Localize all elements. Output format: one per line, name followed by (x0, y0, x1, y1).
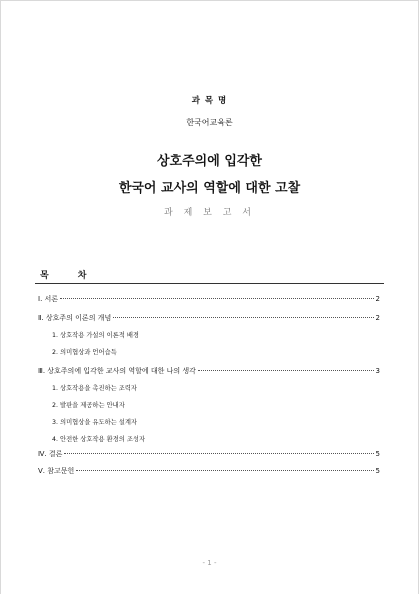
toc-entry-references (38, 466, 380, 476)
toc-leader-dots (60, 298, 373, 299)
toc-subentry (52, 330, 202, 339)
toc-entry-label: Ⅰ. 서론 (38, 295, 59, 303)
toc-leader-dots (64, 453, 373, 454)
toc-entry-page: 3 (375, 367, 380, 375)
toc-entry-label: Ⅳ. 결론 (38, 450, 63, 458)
toc-heading-part2: 차 (77, 271, 88, 281)
toc-entry-intro (38, 294, 380, 304)
toc-subentry (52, 383, 202, 392)
toc-subentry-label: 1. 상호작용을 촉진하는 조력자 (52, 385, 138, 392)
title-line-1: 상호주의에 입각한 (157, 154, 262, 169)
course-label: 과 목 명 (191, 96, 228, 106)
toc-subentry (52, 417, 202, 426)
toc-entry-concept (38, 313, 380, 323)
toc-entry-label: Ⅱ. 상호주의 이론의 개념 (38, 314, 112, 322)
toc-entry-conclusion (38, 449, 380, 459)
toc-entry-teacher-role (38, 366, 380, 376)
toc-leader-dots (76, 470, 373, 471)
toc-divider (35, 283, 384, 284)
toc-subentry-label: 4. 안전한 상호작용 환경의 조성자 (52, 436, 146, 443)
toc-entry-page: 5 (375, 450, 380, 458)
document-type: 과 제 보 고 서 (164, 208, 255, 218)
course-name: 한국어교육론 (186, 118, 233, 127)
toc-entry-page: 2 (375, 295, 380, 303)
toc-leader-dots (198, 370, 374, 371)
toc-subentry-label: 2. 의미협상과 언어습득 (52, 349, 117, 356)
toc-entry-page: 2 (375, 314, 380, 322)
toc-subentry-label: 3. 의미협상을 유도하는 설계자 (52, 419, 138, 426)
toc-entry-label: Ⅲ. 상호주의에 입각한 교사의 역할에 대한 나의 생각 (38, 367, 196, 375)
page-number: - 1 - (202, 559, 217, 567)
page-edge-left (0, 0, 1, 594)
toc-subentry (52, 400, 202, 409)
page-edge-top (0, 0, 419, 1)
toc-subentry (52, 434, 202, 443)
toc-entry-page: 5 (375, 467, 380, 475)
toc-heading-part1: 목 (40, 271, 50, 281)
toc-subentry (52, 347, 202, 356)
title-line-2: 한국어 교사의 역할에 대한 고찰 (118, 181, 301, 196)
toc-subentry-label: 2. 발판을 제공하는 안내자 (52, 402, 125, 409)
toc-entry-label: Ⅴ. 참고문헌 (38, 467, 75, 475)
toc-heading (40, 268, 87, 281)
toc-subentry-label: 1. 상호작용 가설의 이론적 배경 (52, 332, 140, 339)
toc-leader-dots (113, 317, 373, 318)
